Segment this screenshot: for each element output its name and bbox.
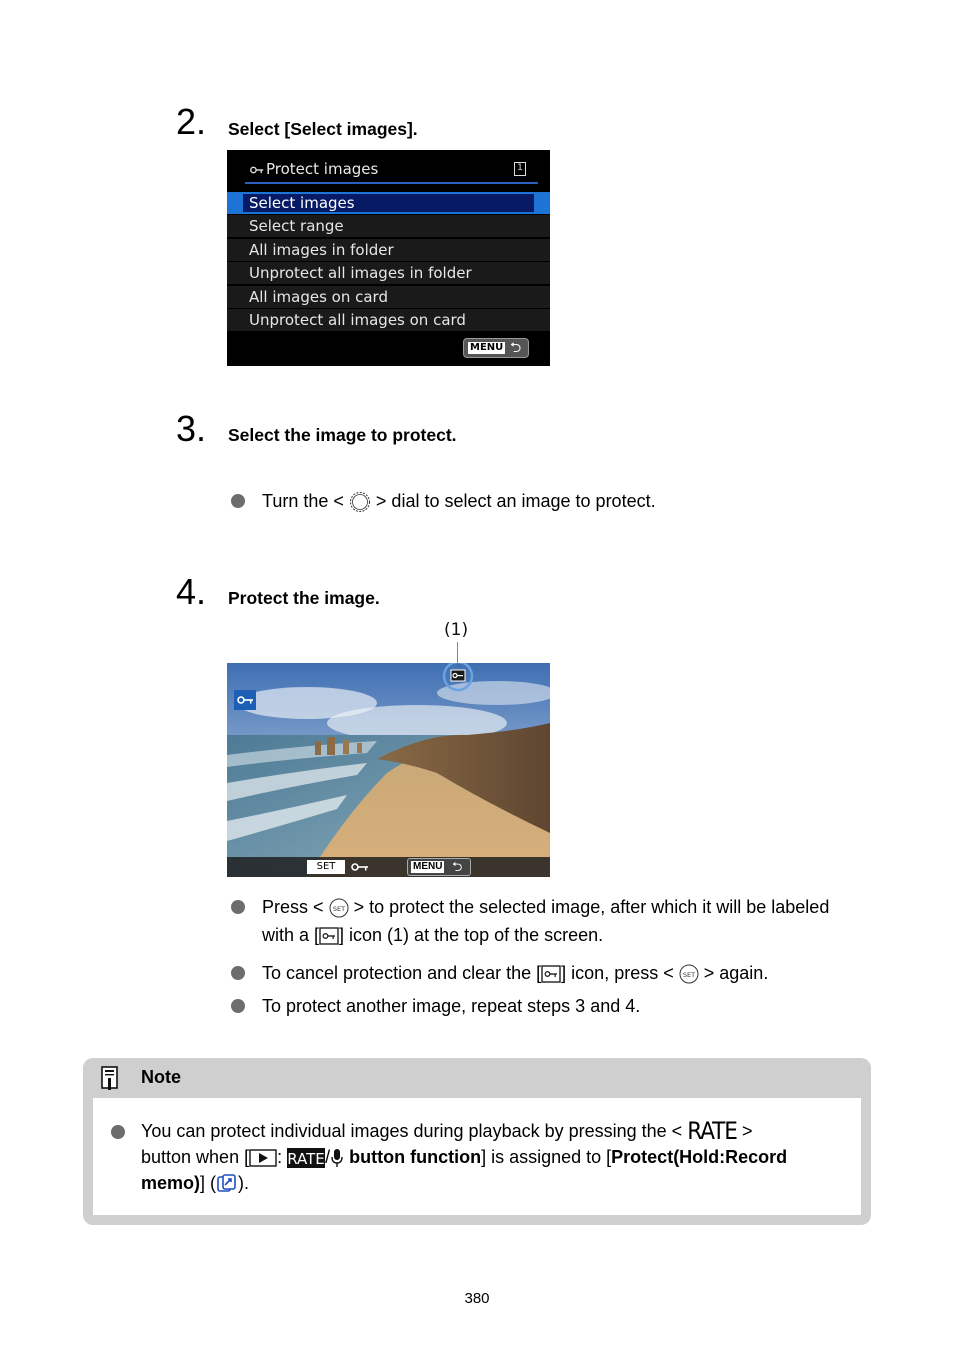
menu-item-select-images[interactable]: Select images	[227, 192, 550, 214]
return-arrow-icon: ⮌	[510, 340, 522, 356]
step4-bullet-3: To protect another image, repeat steps 3 and 4.	[262, 996, 641, 1016]
menu-header-divider	[245, 182, 538, 184]
playback-icon	[249, 1149, 277, 1167]
menu-item-all-images-in-folder[interactable]: All images in folder	[227, 239, 550, 261]
menu-header	[249, 160, 378, 178]
menu-header-title: Protect images	[266, 160, 379, 178]
protect-status-icon-highlighted	[441, 663, 475, 693]
key-icon	[351, 862, 371, 872]
note-title: Note	[141, 1067, 181, 1087]
menu-back-button[interactable]	[463, 338, 529, 358]
bullet-dot	[231, 966, 245, 980]
playback-button-bar	[227, 857, 550, 877]
protect-images-menu-screen	[227, 150, 550, 366]
coastline-photo	[227, 663, 550, 877]
protect-icon	[541, 965, 561, 983]
set-button-chip[interactable]: SET	[307, 860, 345, 874]
note-content	[93, 1098, 861, 1215]
step4-bullet-2: To cancel protection and clear the [ ] icon, press < SET > again.	[262, 963, 769, 983]
microphone-icon	[330, 1148, 344, 1168]
rate-icon	[287, 1148, 325, 1168]
step3-instruction: Turn the < > dial to select an image to protect.	[262, 487, 656, 515]
rate-button-label: RATE	[687, 1117, 737, 1145]
note-box	[83, 1058, 871, 1225]
bullet-dot	[231, 900, 245, 914]
menu-chip-label: MENU	[413, 861, 443, 872]
menu-item-all-images-on-card[interactable]: All images on card	[227, 286, 550, 308]
step-number-2: 2.	[176, 101, 207, 142]
menu-list	[227, 192, 550, 332]
menu-back-chip[interactable]	[407, 858, 471, 876]
svg-text:SET: SET	[682, 971, 695, 980]
page-number: 380	[464, 1290, 490, 1307]
step-title-3: Select the image to protect.	[228, 425, 457, 445]
page-link-icon[interactable]	[216, 1173, 238, 1195]
menu-item-unprotect-card[interactable]: Unprotect all images on card	[227, 309, 550, 331]
step-number-3: 3.	[176, 408, 207, 449]
card-icon: 1	[514, 162, 526, 176]
svg-text:SET: SET	[332, 905, 345, 914]
callout-label-1: (1)	[444, 620, 469, 640]
step-title-4: Protect the image.	[228, 588, 380, 608]
main-dial-icon	[349, 491, 371, 513]
set-button-icon	[679, 964, 699, 984]
bullet-dot	[231, 999, 245, 1013]
bullet-dot	[231, 494, 245, 508]
step-number-4: 4.	[176, 571, 207, 612]
bullet-dot	[111, 1125, 125, 1139]
playback-photo-screen	[227, 663, 550, 877]
key-icon	[249, 166, 265, 174]
svg-text:RATE: RATE	[287, 1150, 325, 1169]
note-icon	[100, 1066, 120, 1090]
menu-button-label: MENU	[470, 342, 504, 353]
protect-key-badge-icon	[234, 690, 256, 710]
menu-item-select-range[interactable]: Select range	[227, 215, 550, 237]
protect-icon	[319, 927, 339, 945]
set-button-icon	[329, 898, 349, 918]
note-text: You can protect individual images during playback by pressing the < RATE > button when [ : RATE / button function] is assigned to [Protect(Hold:Record memo)] ( ).	[141, 1118, 851, 1196]
menu-item-unprotect-folder[interactable]: Unprotect all images in folder	[227, 262, 550, 284]
step4-bullet-1: Press < SET > to protect the selected image, after which it will be labeled with a [ ] icon (1) at the top of the screen.	[262, 897, 830, 945]
return-arrow-icon: ⮌	[452, 859, 463, 874]
step-title-2: Select [Select images].	[228, 119, 418, 139]
callout-line	[457, 642, 458, 664]
